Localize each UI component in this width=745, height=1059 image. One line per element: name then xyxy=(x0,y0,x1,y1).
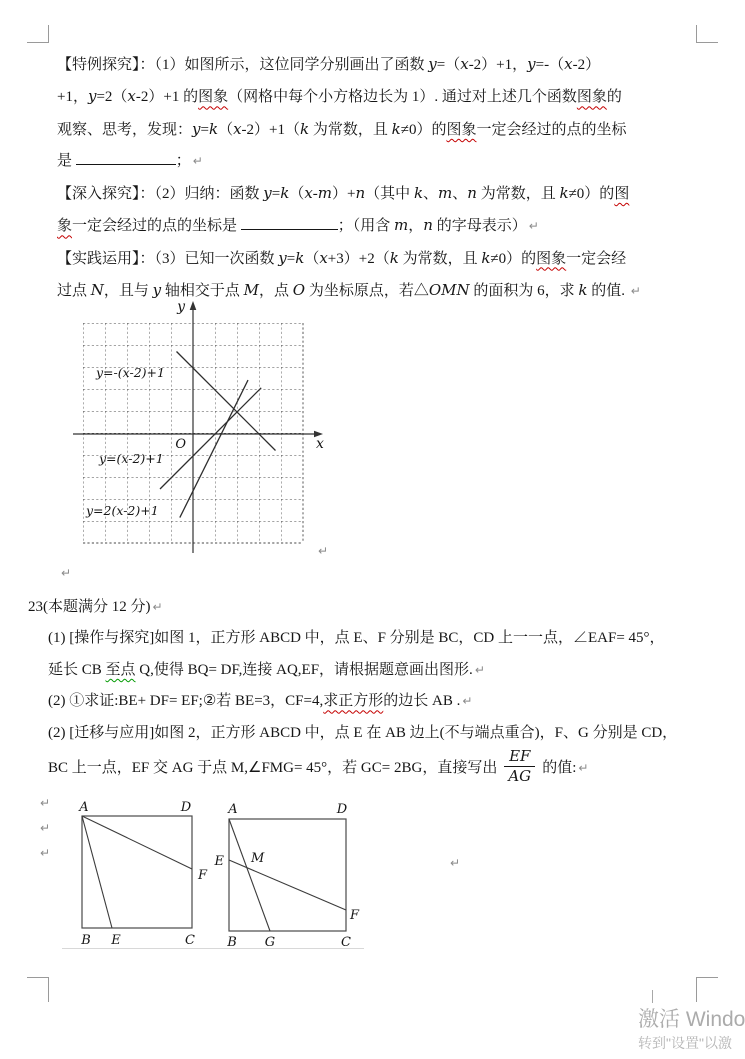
text-run: +1， xyxy=(57,89,88,106)
text-run: ≠0）的 xyxy=(490,250,537,267)
paragraph-mark: ↵ xyxy=(40,796,51,810)
text-run: ；（用含 xyxy=(337,218,395,235)
margin-corner-mark-bottom-right xyxy=(696,977,718,1002)
document-line[interactable] xyxy=(57,210,702,242)
function-graph-figure xyxy=(73,297,325,564)
paragraph-mark: ↵ xyxy=(528,219,539,234)
text-run: （ xyxy=(304,250,320,267)
paragraph-mark: ↵ xyxy=(152,600,163,614)
paragraph-mark: ↵ xyxy=(61,566,72,580)
math-variable: y xyxy=(192,119,201,138)
fig2-label-b: B xyxy=(227,935,237,950)
math-variable: x xyxy=(460,55,469,73)
text-run: 的 xyxy=(606,89,622,106)
document-line[interactable] xyxy=(48,749,703,788)
fig2-label-c: C xyxy=(341,935,351,950)
misspell-flagged-text: 图象 xyxy=(198,89,229,106)
document-line[interactable] xyxy=(48,655,703,686)
text-run: （网格中每个小方格边长为 1）. 通过对上述几个函数 xyxy=(228,89,577,106)
math-variable: k xyxy=(389,248,399,267)
text-run: ≠0）的 xyxy=(568,185,615,202)
text-run: -2）+1 的 xyxy=(135,89,199,106)
text-run: 【深入探究】：（2）归纳：函数 xyxy=(57,185,264,202)
document-line[interactable] xyxy=(57,49,702,81)
paragraph-mark: ↵ xyxy=(578,761,589,776)
text-run: (1) [操作与探究]如图 1，正方形 ABCD 中，点 E、F 分别是 BC，CD 上一一点，∠EAF= 45°， xyxy=(48,630,665,647)
misspell-flagged-text: 图象 xyxy=(576,89,607,106)
text-run: 的字母表示） xyxy=(432,218,527,235)
y-axis-label: y xyxy=(177,299,185,315)
text-run: ， xyxy=(408,218,424,235)
document-line[interactable] xyxy=(48,623,703,654)
text-run: -2）+1， xyxy=(468,57,528,73)
question-23-block xyxy=(28,592,703,788)
text-run: 一定会经过的点的坐标 xyxy=(476,121,627,138)
caret xyxy=(652,990,653,1003)
curve-label-1: y=-(x-2)+1 xyxy=(96,365,165,380)
fraction-denominator: AG xyxy=(508,767,532,786)
fig2-label-f: F xyxy=(350,908,360,923)
text-run: 为常数，且 xyxy=(309,121,392,138)
answer-blank xyxy=(76,153,176,165)
text-run: ，点 xyxy=(259,283,293,300)
math-variable: m xyxy=(438,183,453,202)
math-variable: x xyxy=(564,55,573,73)
text-run: （ xyxy=(218,121,234,138)
text-run: 【特例探究】：（1）如图所示，这位同学分别画出了函数 xyxy=(57,57,429,73)
margin-corner-mark-top-left xyxy=(27,25,49,43)
math-variable: M xyxy=(243,281,260,300)
math-variable: m xyxy=(317,183,333,202)
text-run: 为常数，且 xyxy=(476,185,560,202)
misspell-flagged-text: 图 xyxy=(614,185,630,202)
math-variable: n xyxy=(355,183,366,202)
fig2-label-d: D xyxy=(336,802,348,817)
watermark-line-1: 激活 Windo xyxy=(638,1008,745,1031)
fig1-segment-ae xyxy=(82,816,112,928)
text-run: 一定会经 xyxy=(566,250,627,267)
misspell-flagged-text: 象 xyxy=(57,218,73,235)
fig2-label-a: A xyxy=(228,802,238,817)
grammar-flagged-text: 至点 xyxy=(105,661,136,678)
text-run: Q,使得 BQ= DF,连接 AQ,EF，请根据题意画出图形. xyxy=(135,661,473,678)
text-run: ）+ xyxy=(332,185,356,202)
text-run: 延长 CB xyxy=(48,661,106,678)
document-line[interactable] xyxy=(48,686,703,717)
paragraph-mark: ↵ xyxy=(474,662,485,677)
math-variable: y xyxy=(152,281,162,300)
text-run: 23(本题满分 12 分) xyxy=(28,599,151,615)
math-variable: k xyxy=(208,119,219,138)
document-line[interactable] xyxy=(57,114,702,146)
text-run: 观察、思考，发现： xyxy=(57,121,193,138)
math-variable: y xyxy=(87,87,97,106)
paragraph-mark: ↵ xyxy=(462,694,473,709)
curve-label-2: y=(x-2)+1 xyxy=(99,451,164,466)
fig1-label-b: B xyxy=(81,933,91,948)
math-variable: N xyxy=(90,281,104,300)
math-variable: x xyxy=(233,119,242,138)
fig1-segment-af xyxy=(82,816,192,869)
text-run: 是 xyxy=(57,153,76,170)
text-run: =2（ xyxy=(96,89,128,106)
problem-text-block xyxy=(57,49,702,308)
math-variable: k xyxy=(295,248,305,267)
margin-corner-mark-bottom-left xyxy=(27,977,49,1002)
text-run: 【实践运用】：（3）已知一次函数 xyxy=(57,250,279,267)
text-run: 为常数，且 xyxy=(398,250,482,267)
math-variable: x xyxy=(127,87,136,106)
math-variable: O xyxy=(292,281,306,300)
math-variable: k xyxy=(280,183,290,202)
math-variable: y xyxy=(527,55,536,73)
math-variable: m xyxy=(394,216,409,235)
misspell-flagged-text: 图象 xyxy=(446,121,477,138)
text-run: -2） xyxy=(572,57,601,73)
fig1-label-a: A xyxy=(79,800,89,815)
fig2-square-abcd xyxy=(229,819,346,931)
text-run: = xyxy=(271,185,281,202)
text-run: =-（ xyxy=(535,57,565,73)
math-variable: OMN xyxy=(428,281,470,300)
fig1-label-e: E xyxy=(111,933,121,948)
text-run: BC 上一点，EF 交 AG 于点 M,∠FMG= 45°，若 GC= 2BG，直接写出 xyxy=(48,760,502,777)
math-variable: x xyxy=(319,248,328,267)
misspell-flagged-text: 求正方形 xyxy=(323,693,384,710)
math-variable: k xyxy=(300,119,310,138)
fig1-label-f: F xyxy=(198,868,208,883)
geometry-figures-svg xyxy=(40,792,465,957)
misspell-flagged-text: 图象 xyxy=(536,250,567,267)
fig1-label-c: C xyxy=(185,933,195,948)
function-graph-svg xyxy=(73,297,325,559)
fig2-label-m: M xyxy=(251,851,265,866)
math-variable: y xyxy=(278,248,287,267)
math-variable: y xyxy=(428,55,437,73)
text-run: （ xyxy=(289,185,305,202)
y-axis-arrow-icon xyxy=(190,301,197,310)
curve-label-3: y=2(x-2)+1 xyxy=(86,503,159,518)
text-run: -2）+1（ xyxy=(241,121,301,138)
windows-activation-watermark xyxy=(638,1006,745,1053)
document-line[interactable] xyxy=(57,146,702,177)
text-run: 的值: xyxy=(538,760,577,777)
margin-corner-mark-top-right xyxy=(696,25,718,43)
text-run: （其中 xyxy=(365,185,414,202)
fig2-label-g: G xyxy=(264,935,276,950)
text-run: (2) ①求证:BE+ DF= EF;②若 BE=3，CF=4, xyxy=(48,693,324,710)
math-variable: k xyxy=(559,183,569,202)
text-run: =（ xyxy=(436,57,461,73)
text-run: 的值. xyxy=(587,283,629,300)
paragraph-mark: ↵ xyxy=(40,846,51,860)
text-run: 过点 xyxy=(57,283,91,300)
watermark-line-2: 转到"设置"以激 xyxy=(638,1035,732,1051)
math-variable: x xyxy=(304,183,313,202)
document-line[interactable] xyxy=(48,718,703,749)
text-run: +3）+2（ xyxy=(327,250,390,267)
text-run: ； xyxy=(175,153,191,170)
text-run: (2) [迁移与应用]如图 2，正方形 ABCD 中，点 E 在 AB 边上(不与端点重合)，F、G 分别是 CD， xyxy=(48,724,678,741)
paragraph-mark: ↵ xyxy=(192,154,203,169)
text-run: = xyxy=(200,121,209,138)
paragraph-mark: ↵ xyxy=(40,821,51,835)
fig1-label-d: D xyxy=(180,800,192,815)
paragraph-mark: ↵ xyxy=(630,284,641,299)
text-run: ≠0）的 xyxy=(400,121,447,138)
math-variable: y xyxy=(263,183,272,202)
math-variable: n xyxy=(423,216,433,235)
x-axis-label: x xyxy=(316,436,324,452)
origin-label: O xyxy=(175,437,186,452)
math-variable: n xyxy=(467,183,477,202)
answer-blank xyxy=(241,218,338,230)
fig2-segment-ef xyxy=(229,860,346,910)
fig1-square-abcd xyxy=(82,816,192,928)
document-line[interactable] xyxy=(57,81,702,113)
math-variable: k xyxy=(481,248,491,267)
text-run: = xyxy=(286,250,296,267)
paragraph-mark: ↵ xyxy=(450,856,461,870)
fraction-numerator: EF xyxy=(504,747,535,767)
geometry-figures xyxy=(40,792,465,962)
document-line[interactable] xyxy=(28,592,703,623)
text-run: 为坐标原点，若△ xyxy=(305,283,429,300)
document-line[interactable] xyxy=(57,243,702,275)
document-line[interactable] xyxy=(57,178,702,210)
text-run: - xyxy=(312,185,318,202)
text-run: 、 xyxy=(423,185,439,202)
paragraph-mark: ↵ xyxy=(318,544,329,558)
text-run: 轴相交于点 xyxy=(161,283,244,300)
math-variable: k xyxy=(391,119,401,138)
math-variable: k xyxy=(578,281,588,300)
text-run: 的边长 AB . xyxy=(383,693,461,710)
text-run: 一定会经过的点的坐标是 xyxy=(72,218,241,235)
math-variable: k xyxy=(413,183,424,202)
text-run: ，且与 xyxy=(103,283,153,300)
fraction xyxy=(504,747,535,786)
text-run: 、 xyxy=(452,185,468,202)
text-run: 的面积为 6，求 xyxy=(469,283,579,300)
fig2-label-e: E xyxy=(214,854,224,869)
